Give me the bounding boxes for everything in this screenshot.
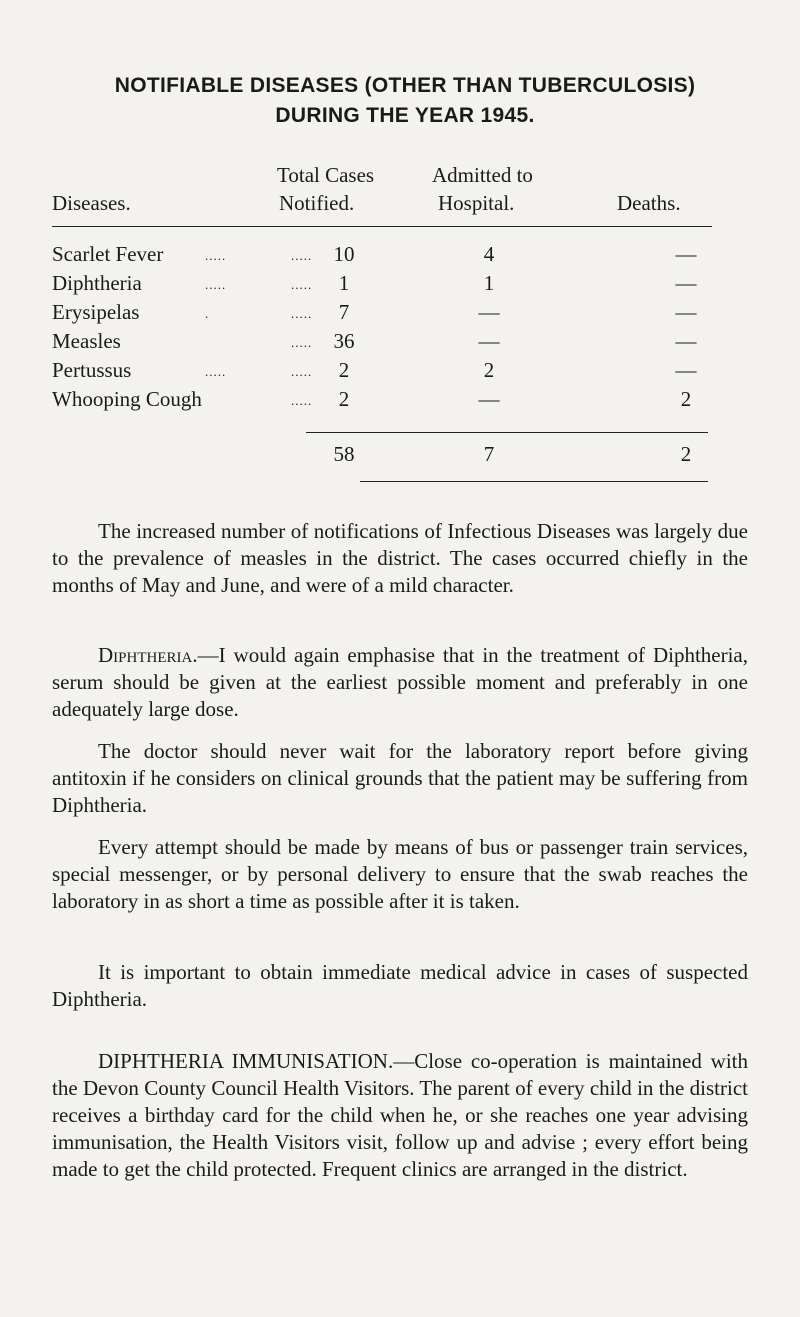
deaths-value: —: [675, 242, 697, 266]
header-cases-line2: Notified.: [279, 191, 355, 215]
hospital-value: —: [478, 387, 500, 411]
paragraph-diphtheria-text: —I would again emphasise that in the treatment of Diphtheria, serum should be given at the earliest possible moment and preferably in one adequately large dose.: [52, 643, 748, 721]
header-deaths: Deaths.: [617, 191, 681, 215]
paragraph-swab: Every attempt should be made by means of bus or passenger train services, special messenger, or by personal delivery to ensure that the swab reaches the laboratory in as short a time as possible after it is taken.: [52, 835, 748, 913]
leader-dots: .....: [205, 277, 227, 292]
deaths-value: —: [675, 329, 697, 353]
leader-dots: .....: [205, 248, 227, 263]
cases-value: 10: [333, 242, 355, 266]
leader-dots: .....: [291, 335, 313, 350]
paragraph-medical-advice: It is important to obtain immediate medical advice in cases of suspected Diphtheria.: [52, 960, 748, 1011]
section-heading-diphtheria: Diphtheria.: [98, 643, 198, 667]
cases-value: 1: [338, 271, 350, 295]
cases-value: 7: [338, 300, 350, 324]
disease-name: Measles: [52, 329, 121, 353]
deaths-value: —: [675, 271, 697, 295]
page-subtitle: DURING THE YEAR 1945.: [275, 104, 535, 127]
hospital-value: 2: [483, 358, 495, 382]
deaths-value: —: [675, 358, 697, 382]
header-cases-line1: Total Cases: [277, 163, 375, 187]
hospital-value: —: [478, 300, 500, 324]
paragraph-immunisation-text: —Close co-operation is maintained with the Devon County Council Health Visitors. The parent of every child in the district receives a birthday card for the child when he, or she reaches one year advising immunisation, the Health Visitors visit, follow up and advise ; every effort being made to get the child protected. Frequent clinics are arranged in the district.: [52, 1049, 748, 1181]
total-bottom-rule: [360, 481, 708, 482]
header-hospital-line1: Admitted to: [432, 163, 533, 187]
total-deaths: 2: [680, 442, 692, 466]
page-title: NOTIFIABLE DISEASES (OTHER THAN TUBERCULOSIS): [114, 74, 696, 97]
paragraph-measles: The increased number of notifications of Infectious Diseases was largely due to the prevalence of measles in the district. The cases occurred chiefly in the months of May and June, and were of a mild character.: [52, 519, 748, 597]
leader-dots: .....: [291, 248, 313, 263]
total-hospital: 7: [483, 442, 495, 466]
header-rule: [52, 226, 712, 227]
table-row: [0, 358, 800, 386]
disease-name: Diphtheria: [52, 271, 142, 295]
deaths-value: 2: [680, 387, 692, 411]
disease-name: Whooping Cough: [52, 387, 202, 411]
table-row: [0, 300, 800, 328]
cases-value: 2: [338, 387, 350, 411]
cases-value: 2: [338, 358, 350, 382]
paragraph-antitoxin: The doctor should never wait for the laboratory report before giving antitoxin if he considers on clinical grounds that the patient may be suffering from Diphtheria.: [52, 739, 748, 817]
header-diseases: Diseases.: [52, 191, 131, 215]
hospital-value: —: [478, 329, 500, 353]
section-heading-immunisation: DIPHTHERIA IMMUNISATION.: [98, 1049, 394, 1073]
paragraph-diphtheria: [52, 642, 748, 723]
leader-dots: .....: [205, 364, 227, 379]
header-hospital-line2: Hospital.: [438, 191, 515, 215]
leader-dots: .....: [291, 306, 313, 321]
totals-row: [0, 442, 800, 470]
total-top-rule: [306, 432, 708, 433]
disease-name: Pertussus: [52, 358, 132, 382]
table-row: [0, 271, 800, 299]
hospital-value: 1: [483, 271, 495, 295]
disease-name: Erysipelas: [52, 300, 140, 324]
leader-dots: .....: [291, 364, 313, 379]
leader-dots: .: [205, 306, 210, 321]
total-cases: 58: [333, 442, 355, 466]
deaths-value: —: [675, 300, 697, 324]
table-row: [0, 329, 800, 357]
paragraph-immunisation: [52, 1048, 748, 1183]
leader-dots: .....: [291, 393, 313, 408]
cases-value: 36: [333, 329, 355, 353]
leader-dots: .....: [291, 277, 313, 292]
hospital-value: 4: [483, 242, 495, 266]
table-row: [0, 242, 800, 270]
table-row: [0, 387, 800, 415]
disease-name: Scarlet Fever: [52, 242, 164, 266]
